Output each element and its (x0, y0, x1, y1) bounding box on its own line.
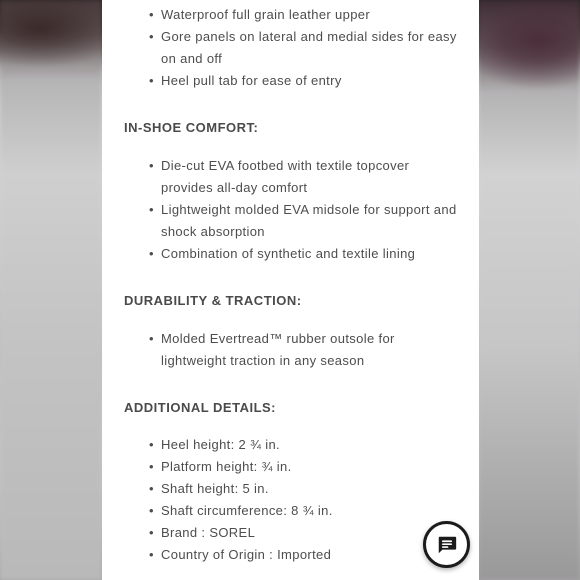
bullet: • (149, 246, 154, 261)
chat-button[interactable] (423, 521, 470, 568)
in-shoe-comfort-list (102, 155, 479, 265)
section-heading-additional-details: ADDITIONAL DETAILS: (124, 400, 277, 415)
list-item: • Waterproof full grain leather upper (102, 4, 479, 26)
bullet: • (149, 481, 154, 496)
list-item: • Lightweight molded EVA midsole for support and shock absorption (102, 199, 479, 243)
background-left-blur (0, 0, 102, 580)
section-heading-in-shoe-comfort: IN-SHOE COMFORT: (124, 120, 259, 135)
list-item: • Gore panels on lateral and medial sides for easy on and off (102, 26, 479, 70)
list-item: • Platform height: ¾ in. (102, 456, 479, 478)
section-heading-durability-traction: DURABILITY & TRACTION: (124, 293, 302, 308)
bullet: • (149, 437, 154, 452)
list-item: • Country of Origin : Imported (102, 544, 479, 566)
list-item: • Shaft circumference: 8 ¾ in. (102, 500, 479, 522)
product-details-panel (102, 0, 479, 580)
list-item: • Shaft height: 5 in. (102, 478, 479, 500)
chat-bubble-icon (436, 534, 458, 556)
background-right-blur (478, 0, 580, 580)
top-feature-list (102, 4, 479, 92)
bullet: • (149, 525, 154, 540)
bullet: • (149, 547, 154, 562)
list-item: • Molded Evertread™ rubber outsole for lightweight traction in any season (102, 328, 479, 372)
bullet: • (149, 158, 154, 173)
bullet: • (149, 202, 154, 217)
bullet: • (149, 331, 154, 346)
list-item: • Combination of synthetic and textile lining (102, 243, 479, 265)
list-item: • Heel height: 2 ¾ in. (102, 434, 479, 456)
bullet: • (149, 7, 154, 22)
list-item: • Die-cut EVA footbed with textile topcover provides all-day comfort (102, 155, 479, 199)
bullet: • (149, 503, 154, 518)
list-item: • Heel pull tab for ease of entry (102, 70, 479, 92)
durability-traction-list (102, 328, 479, 372)
bullet: • (149, 29, 154, 44)
list-item: • Brand : SOREL (102, 522, 479, 544)
bullet: • (149, 459, 154, 474)
bullet: • (149, 73, 154, 88)
